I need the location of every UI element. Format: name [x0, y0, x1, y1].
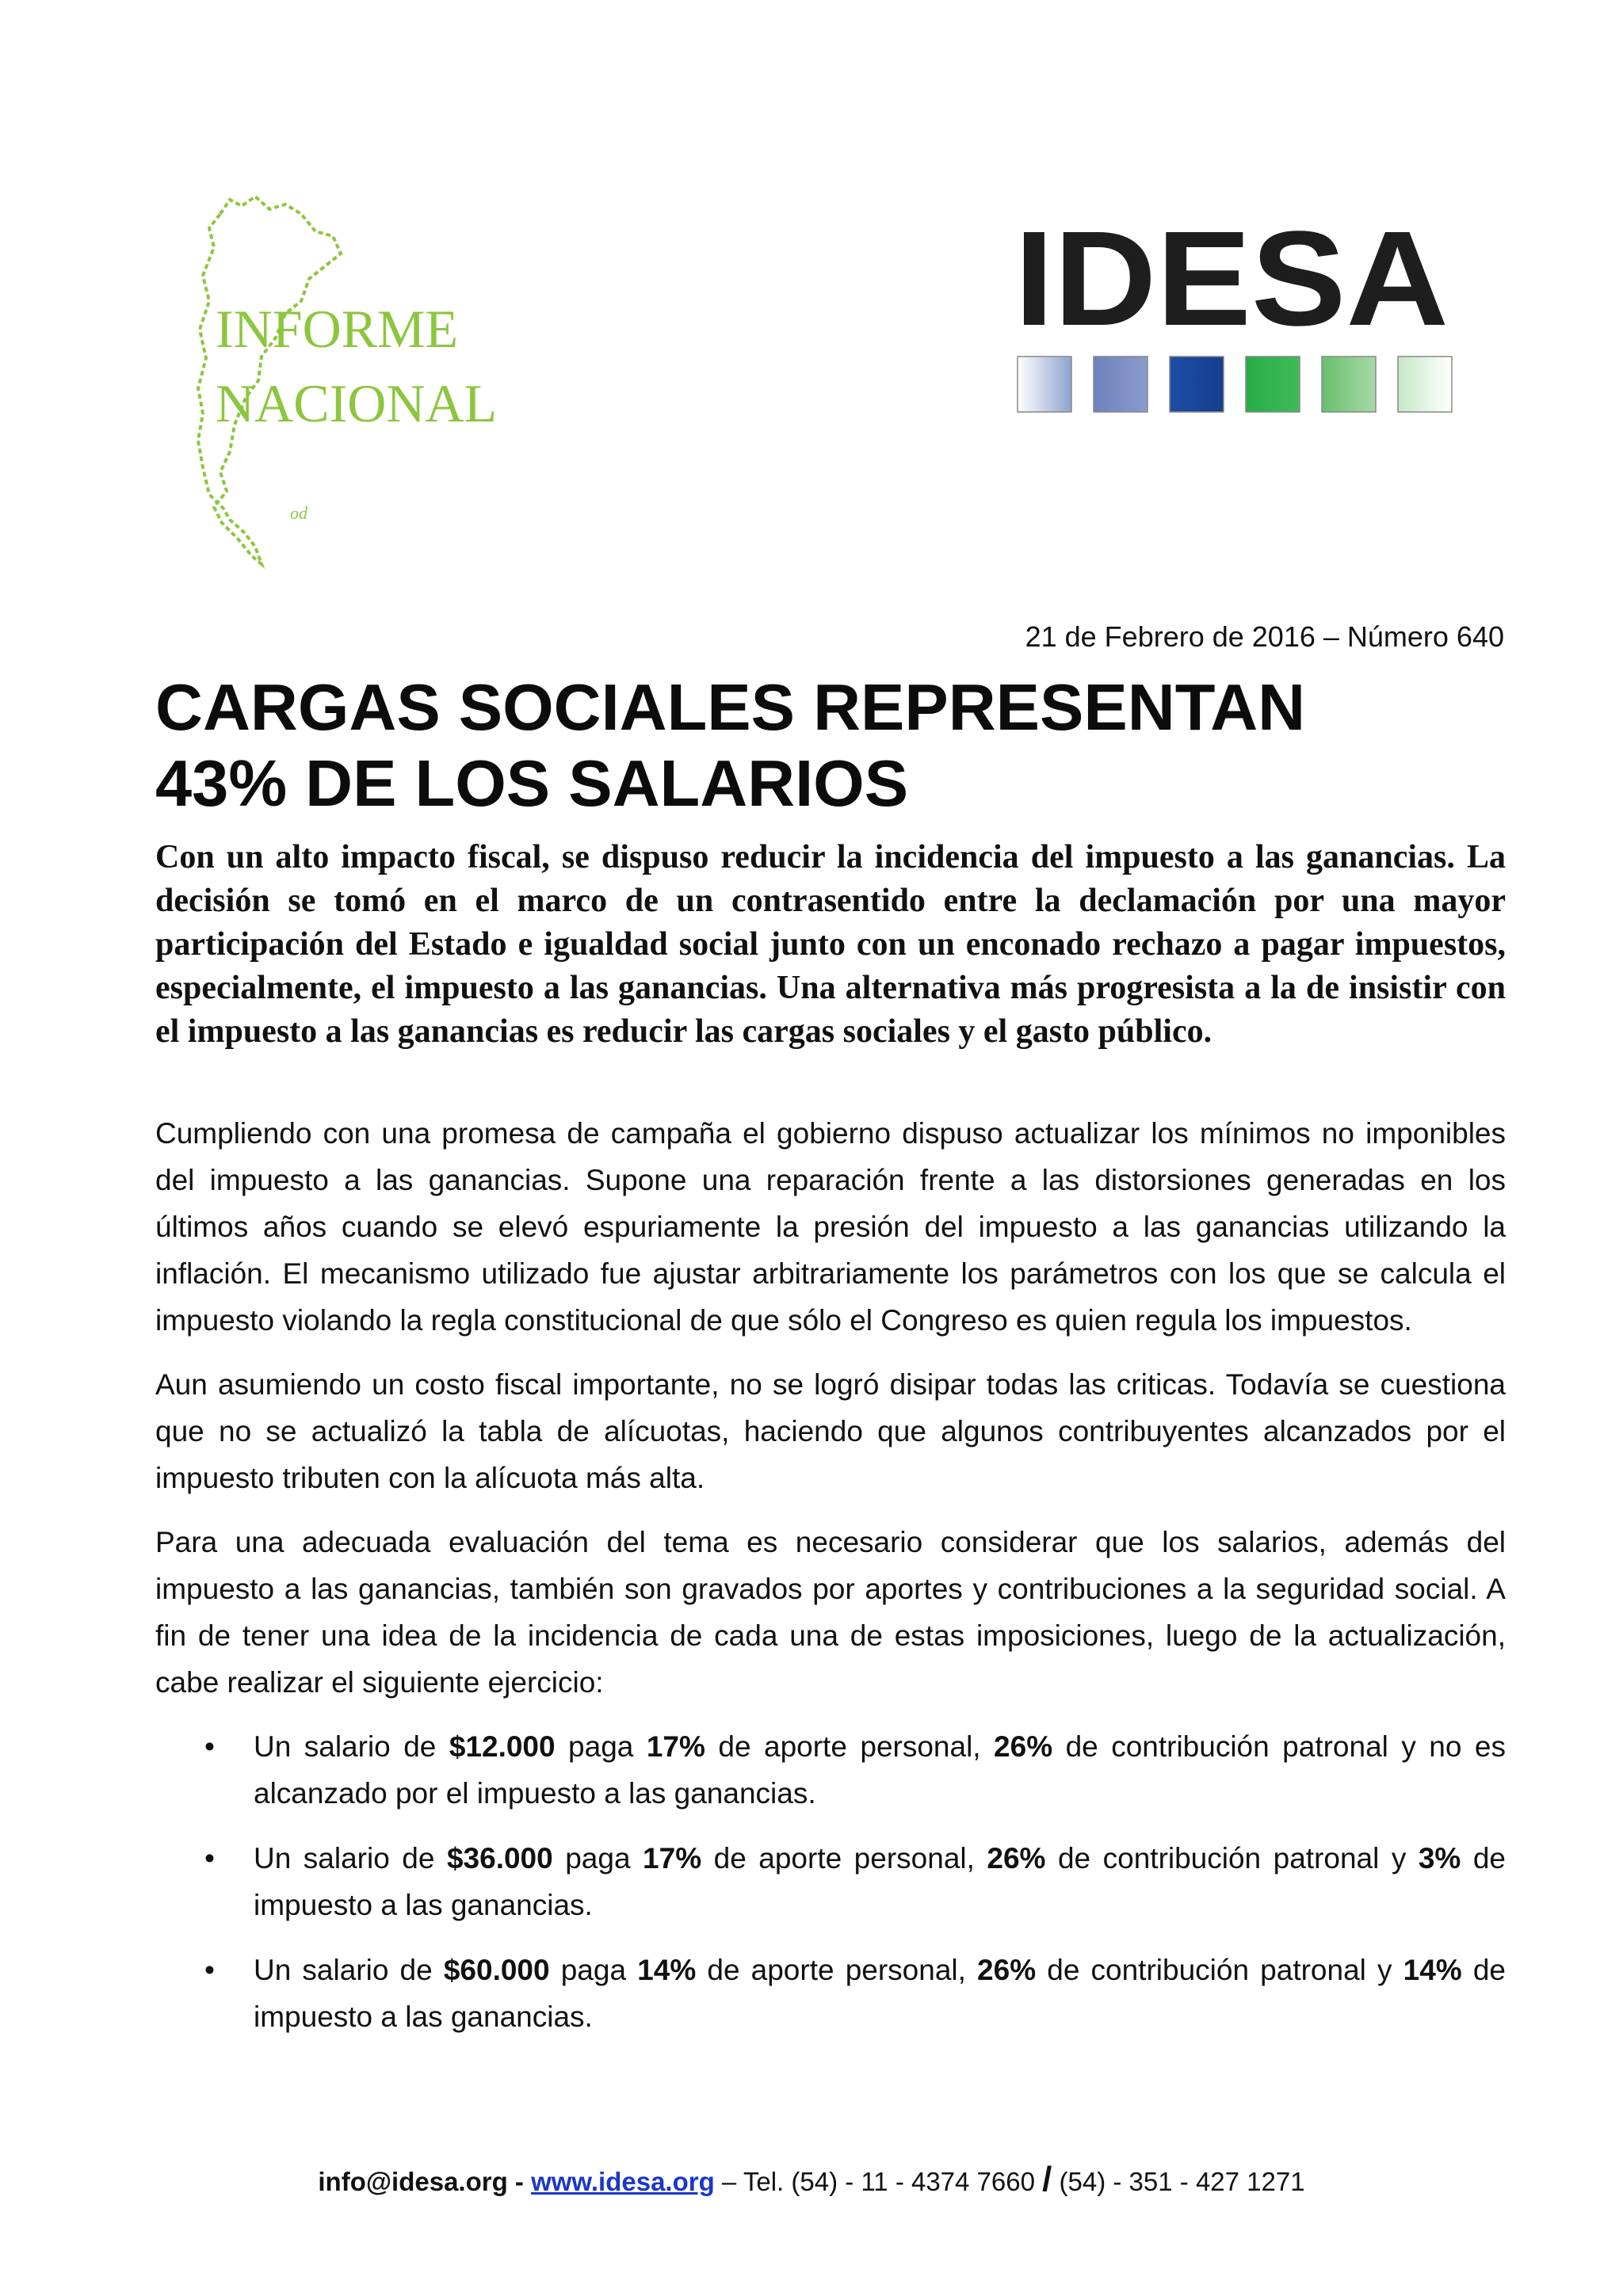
title-line-1: CARGAS SOCIALES REPRESENTAN — [155, 670, 1306, 744]
lead-summary: Con un alto impacto fiscal, se dispuso reducir la incidencia del impuesto a las ganancias. La decisión se tomó en el marco de un contrasentido entre la declamación por una mayor participación del Estado e igualdad social junto con un enconado rechazo a pagar impuestos, especialmente, el impuesto a las ganancias. Una alternativa más progresista a la de insistir con el impuesto a las ganancias es reducir las cargas sociales y el gasto público. — [155, 839, 1506, 1050]
informe-logo-mark: od — [290, 503, 307, 523]
footer-phone-2: (54) - 351 - 427 1271 — [1052, 2167, 1305, 2196]
article-body — [155, 1110, 1506, 2058]
paragraph-3: Para una adecuada evaluación del tema es necesario considerar que los salarios, además del impuesto a las ganancias, también son gravados por aportes y contribuciones a la seguridad social. A fin de tener una idea de la incidencia de cada una de estas imposiciones, luego de la actualización, cabe realizar el siguiente ejercicio: — [155, 1526, 1506, 1699]
footer-phone-1: – Tel. (54) - 11 - 4374 7660 — [714, 2167, 1043, 2196]
bullet-icon: • — [204, 1954, 215, 1986]
title-line-2: 43% DE LOS SALARIOS — [155, 746, 909, 820]
dateline: 21 de Febrero de 2016 – Número 640 — [1025, 620, 1504, 653]
informe-logo-line1: INFORME — [216, 299, 459, 359]
list-item-salary-36000: • Un salario de $36.000 paga 17% de aporte personal, 26% de contribución patronal y 3% de impuesto a las ganancias. — [155, 1835, 1506, 1928]
bullet-icon: • — [204, 1730, 215, 1763]
list-item-salary-60000: • Un salario de $60.000 paga 14% de aporte personal, 26% de contribución patronal y 14% de impuesto a las ganancias. — [155, 1947, 1506, 2040]
list-item-salary-12000: • Un salario de $12.000 paga 17% de aporte personal, 26% de contribución patronal y no es alcanzado por el impuesto a las ganancias. — [155, 1723, 1506, 1817]
bullet-icon: • — [204, 1842, 215, 1875]
paragraph-1: Cumpliendo con una promesa de campaña el gobierno dispuso actualizar los mínimos no imponibles del impuesto a las ganancias. Supone una reparación frente a las distorsiones generadas en los últimos años cuando se elevó espuriamente la presión del impuesto a las ganancias utilizando la inflación. El mecanismo utilizado fue ajustar arbitrariamente los parámetros con los que se calcula el impuesto violando la regla constitucional de que sólo el Congreso es quien regula los impuestos. — [155, 1117, 1506, 1337]
salary-list — [155, 1723, 1506, 2040]
idesa-logo-text: IDESA — [1014, 214, 1449, 354]
footer-email-link[interactable]: info@idesa.org — [318, 2167, 508, 2196]
footer-website-link[interactable]: www.idesa.org — [531, 2167, 715, 2196]
informe-logo-line2: NACIONAL — [216, 373, 498, 433]
page-footer: info@idesa.org - www.idesa.org – Tel. (54) - 11 - 4374 7660 / (54) - 351 - 427 1271 — [318, 2160, 1305, 2199]
informe-nacional-logo — [182, 190, 594, 570]
paragraph-2: Aun asumiendo un costo fiscal importante, no se logró disipar todas las criticas. Todavía se cuestiona que no se actualizó la tabla de alícuotas, haciendo que algunos contribuyentes alcanzados por el impuesto tributen con la alícuota más alta. — [155, 1368, 1506, 1494]
idesa-logo — [1014, 214, 1458, 428]
page-title — [155, 669, 1503, 822]
